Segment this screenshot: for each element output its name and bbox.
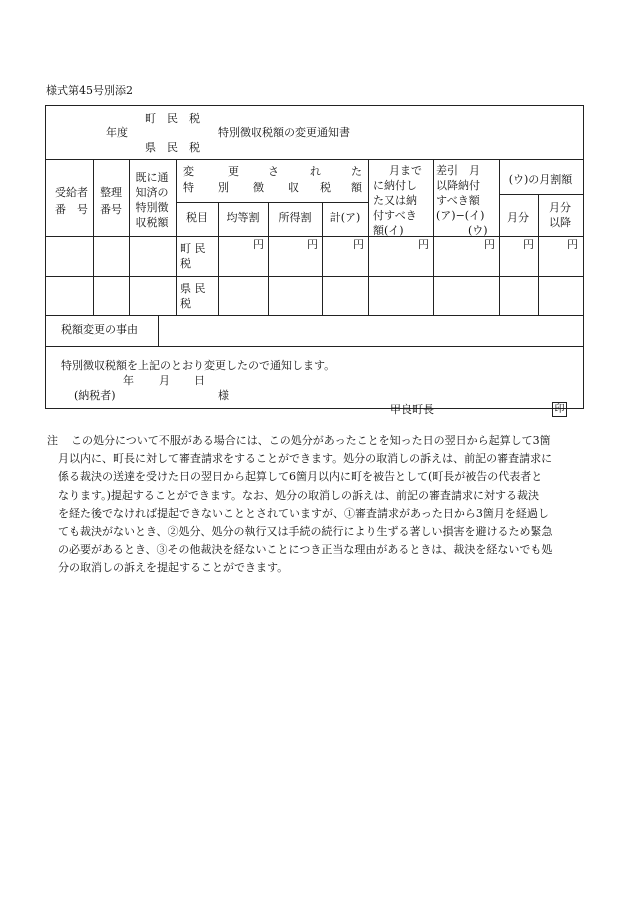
yen-unit: 円: [567, 238, 578, 251]
footnote-line: ても裁決がないとき、②処分、処分の執行又は手続の続行により生ずる著しい損害を避けるため緊急: [58, 525, 553, 539]
yen-unit: 円: [484, 238, 495, 251]
footnote-line: の必要があるとき、③その他裁決を経ないことにつき正当な理由があるときは、裁決を経ないでも処: [58, 543, 553, 557]
changed-char: さ: [268, 165, 279, 178]
month-header: 月分: [507, 211, 529, 224]
reason-label: 税額変更の事由: [61, 323, 138, 336]
notice-message: 特別徴収税額を上記のとおり変更したので通知します。: [61, 359, 336, 372]
footnote-line: 分の取消しの訴えを提起することができます。: [58, 561, 289, 575]
form-title: 特別徴収税額の変更通知書: [218, 126, 350, 139]
paid-amount-header-3: た又は納: [373, 194, 417, 207]
col-rule: [368, 159, 369, 315]
footnote-line: なります。)提起することができます。なお、処分の取消しの訴えは、前記の審査請求に対する裁決: [58, 488, 540, 502]
notified-tax-header-4: 収税額: [135, 216, 169, 229]
recipient-number-header-1: 受給者: [55, 186, 88, 199]
footnote-line: 係る裁決の送達を受けた日の翌日から起算して6箇月以内に町を被告として(町長が被告の代表者と: [58, 470, 543, 484]
notified-tax-header-1: 既に通: [135, 171, 169, 184]
changed-char: 変: [183, 165, 194, 178]
rule-row2-bottom: [46, 315, 583, 316]
footnote-marker: 注: [47, 434, 58, 447]
rule-reason-bottom: [46, 346, 583, 347]
paid-amount-header-5: 額(イ): [373, 224, 404, 237]
balance-header-5: (ウ): [468, 224, 488, 237]
changed-char: た: [351, 165, 362, 178]
paid-amount-header-2: に納付し: [373, 179, 417, 192]
paid-amount-header-4: 付すべき: [373, 209, 417, 222]
tax-item-header: 税目: [186, 211, 208, 224]
rule-row1-bottom: [46, 276, 583, 277]
col-rule: [433, 159, 434, 315]
paid-amount-header-1: 月まで: [389, 164, 422, 177]
month-after-header-1: 月分: [549, 201, 571, 214]
month-after-header-2: 以降: [549, 216, 571, 229]
balance-header-3: すべき額: [436, 194, 480, 207]
changed-char: 徴: [253, 181, 264, 194]
per-capita-header: 均等割: [226, 211, 260, 224]
notified-tax-header-3: 特別徴: [135, 201, 169, 214]
total-header: 計(ア): [329, 211, 361, 224]
date-day: 日: [194, 374, 205, 387]
changed-char: れ: [310, 165, 321, 178]
footnote-line: を経た後でなければ提起できないこととされていますが、①審査請求があった日から3箇月を経過し: [58, 506, 549, 520]
footnote: [47, 432, 587, 578]
row-town-tax-label-1: 町 民: [180, 242, 206, 255]
recipient-number-header-2: 番 号: [55, 203, 88, 216]
changed-char: 別: [218, 181, 229, 194]
changed-char: 税: [320, 181, 331, 194]
rule-monthly-split: [499, 194, 583, 195]
changed-char: 更: [228, 165, 239, 178]
rule-colhead-bottom: [46, 236, 583, 237]
town-tax-label: 町 民 税: [145, 112, 200, 125]
col-rule: [93, 159, 94, 315]
col-rule: [158, 315, 159, 346]
changed-char: 額: [351, 181, 362, 194]
yen-unit: 円: [253, 238, 264, 251]
taxpayer-label: (納税者): [74, 389, 116, 402]
form-id: 様式第45号別添2: [46, 84, 133, 97]
date-month: 月: [159, 374, 170, 387]
balance-header-1: 差引 月: [436, 164, 480, 177]
seal-mark: 印: [552, 402, 567, 417]
row-town-tax-label-2: 税: [180, 257, 191, 270]
balance-header-4: (ア)−(イ): [436, 209, 485, 222]
yen-unit: 円: [307, 238, 318, 251]
changed-char: 収: [288, 181, 299, 194]
ref-number-header-2: 番号: [100, 203, 122, 216]
monthly-amount-header: (ウ)の月割額: [508, 173, 573, 186]
row-prefecture-tax-label-1: 県 民: [180, 282, 206, 295]
footnote-line: 月以内に、町長に対して審査請求をすることができます。処分の取消しの訴えは、前記の審査請求に: [58, 452, 553, 466]
ref-number-header-1: 整理: [100, 186, 122, 199]
changed-char: 特: [183, 181, 194, 194]
footnote-line: この処分について不服がある場合には、この処分があったことを知った日の翌日から起算して3箇: [71, 434, 551, 447]
date-year: 年: [123, 374, 134, 387]
yen-unit: 円: [523, 238, 534, 251]
income-header: 所得割: [278, 211, 312, 224]
yen-unit: 円: [418, 238, 429, 251]
balance-header-2: 以降納付: [436, 179, 480, 192]
fiscal-year-label: 年度: [106, 126, 128, 139]
rule-header-bottom: [46, 159, 583, 160]
prefecture-tax-label: 県 民 税: [145, 141, 200, 154]
row-prefecture-tax-label-2: 税: [180, 297, 191, 310]
notified-tax-header-2: 知済の: [135, 186, 169, 199]
yen-unit: 円: [353, 238, 364, 251]
rule-changed-split: [176, 202, 368, 203]
col-rule: [176, 159, 177, 315]
honorific: 様: [218, 389, 229, 402]
issuer-name: 甲良町長: [390, 403, 434, 416]
